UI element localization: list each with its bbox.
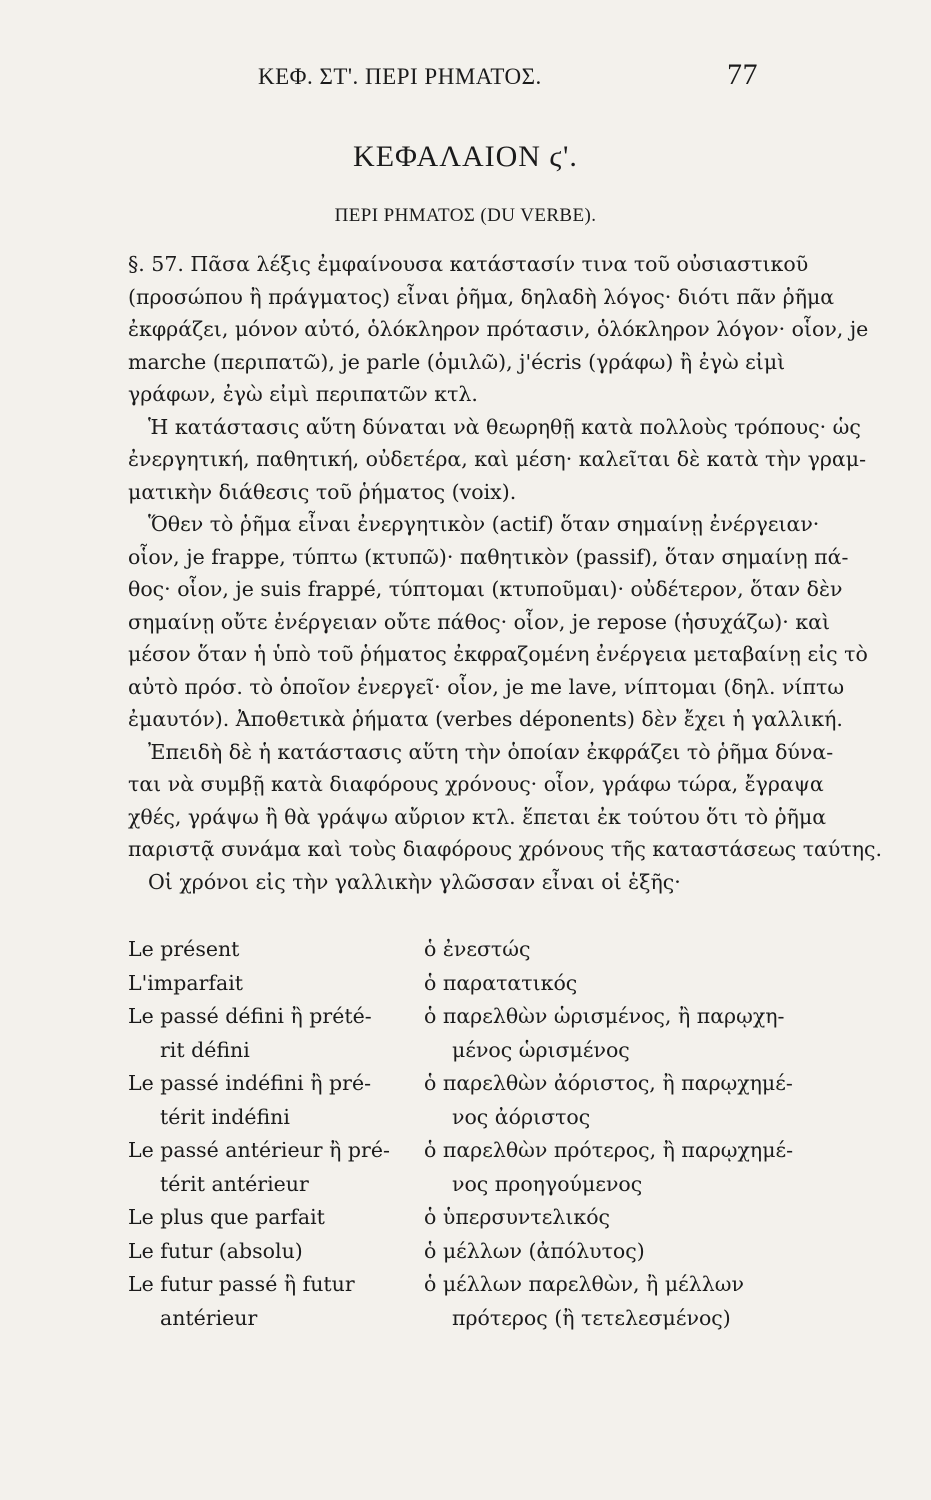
tense-row: [128, 1101, 771, 1135]
text-line: οἷον, je frappe, τύπτω (κτυπῶ)· παθητικὸν (passif), ὅταν σημαίνῃ πά-: [128, 544, 849, 569]
tense-row: [128, 1302, 771, 1336]
tense-french: térit indéfini: [160, 1104, 290, 1129]
section-title: ΠΕΡΙ ΡΗΜΑΤΟΣ (DU VERBE).: [334, 205, 597, 226]
tense-greek: ὁ ὑπερσυντελικός: [424, 1205, 611, 1229]
text-line: marche (περιπατῶ), je parle (ὁμιλῶ), j'écris (γράφω) ἢ ἐγὼ εἰμὶ: [128, 349, 786, 374]
text-line: ἐκφράζει, μόνον αὐτό, ὁλόκληρον πρότασιν, ὁλόκληρον λόγον· οἷον, je: [128, 317, 869, 341]
tense-french: antérieur: [160, 1305, 258, 1330]
tense-french: Le passé antérieur ἢ pré-: [128, 1138, 390, 1162]
text-line: Ὅθεν τὸ ῥῆμα εἶναι ἐνεργητικὸν (actif) ὅταν σημαίνῃ ἐνέργειαν·: [148, 512, 820, 536]
tense-greek: μένος ὡρισμένος: [452, 1037, 630, 1062]
tense-greek: νος ἀόριστος: [452, 1104, 591, 1129]
tense-french: L'imparfait: [128, 970, 243, 995]
tense-row: [128, 1268, 771, 1302]
text-line: ἐνεργητική, παθητική, οὐδετέρα, καὶ μέση· καλεῖται δὲ κατὰ τὴν γραμ-: [128, 447, 866, 471]
tense-french: Le passé défini ἢ prété-: [128, 1004, 372, 1028]
text-line: χθές, γράψω ἢ θὰ γράψω αὔριον κτλ. ἕπεται ἐκ τούτου ὅτι τὸ ῥῆμα: [128, 804, 827, 829]
tense-row: [128, 933, 771, 967]
tense-row: [128, 1000, 785, 1034]
text-line: ματικὴν διάθεσις τοῦ ῥήματος (voix).: [128, 479, 517, 504]
tense-french: Le présent: [128, 937, 240, 961]
text-line: σημαίνῃ οὔτε ἐνέργειαν οὔτε πάθος· οἷον, je repose (ἡσυχάζω)· καὶ: [128, 609, 831, 634]
tense-greek: ὁ παρελθὼν ἀόριστος, ἢ παρῳχημέ-: [424, 1071, 793, 1095]
tense-french: térit antérieur: [160, 1171, 309, 1196]
tense-french: Le futur (absolu): [128, 1238, 303, 1263]
body-text: [128, 248, 882, 898]
tense-row: [128, 1034, 771, 1068]
tense-greek: πρότερος (ἢ τετελεσμένος): [452, 1305, 731, 1330]
running-title: ΚΕΦ. ΣΤ'. ΠΕΡΙ ΡΗΜΑΤΟΣ.: [258, 64, 542, 89]
tense-greek: ὁ παρελθὼν πρότερος, ἢ παρῳχημέ-: [424, 1138, 794, 1162]
text-line: ται νὰ συμβῇ κατὰ διαφόρους χρόνους· οἷον, γράφω τώρα, ἔγραψα: [128, 772, 824, 796]
tense-greek: ὁ μέλλων (ἀπόλυτος): [424, 1238, 645, 1263]
text-line: (προσώπου ἢ πράγματος) εἶναι ῥῆμα, δηλαδὴ λόγος· διότι πᾶν ῥῆμα: [128, 284, 835, 309]
tense-row: [128, 967, 771, 1001]
text-line: Ἡ κατάστασις αὕτη δύναται νὰ θεωρηθῇ κατὰ πολλοὺς τρόπους· ὡς: [148, 414, 861, 439]
text-line: ἐμαυτόν). Ἀποθετικὰ ῥήματα (verbes déponents) δὲν ἔχει ἡ γαλλική.: [128, 707, 843, 731]
text-line: αὐτὸ πρόσ. τὸ ὁποῖον ἐνεργεῖ· οἷον, je me lave, νίπτομαι (δηλ. νίπτω: [128, 674, 845, 699]
tense-list: [128, 933, 794, 1335]
tense-row: [128, 1168, 771, 1202]
text-line: θος· οἷον, je suis frappé, τύπτομαι (κτυποῦμαι)· οὐδέτερον, ὅταν δὲν: [128, 577, 843, 601]
tense-greek: νος προηγούμενος: [452, 1171, 643, 1196]
tense-french: Le futur passé ἢ futur: [128, 1272, 355, 1296]
tense-row: [128, 1235, 771, 1269]
text-line: Ἐπειδὴ δὲ ἡ κατάστασις αὕτη τὴν ὁποίαν ἐκφράζει τὸ ῥῆμα δύνα-: [148, 739, 834, 764]
text-line: παριστᾷ συνάμα καὶ τοὺς διαφόρους χρόνους τῆς καταστάσεως ταύτης.: [128, 837, 882, 861]
tense-french: Le passé indéfini ἢ pré-: [128, 1071, 372, 1095]
tense-row: [128, 1067, 793, 1101]
tense-row: [128, 1201, 771, 1235]
text-line: μέσον ὅταν ἡ ὑπὸ τοῦ ῥήματος ἐκφραζομένη ἐνέργεια μεταβαίνῃ εἰς τὸ: [128, 642, 868, 666]
tense-greek: ὁ ἐνεστώς: [424, 937, 531, 961]
tense-french: Le plus que parfait: [128, 1205, 325, 1229]
tense-row: [128, 1134, 794, 1168]
chapter-title: ΚΕΦΑΛΑΙΟΝ ϛ'.: [353, 140, 578, 173]
text-line: Οἱ χρόνοι εἰς τὴν γαλλικὴν γλῶσσαν εἶναι οἱ ἑξῆς·: [148, 869, 681, 894]
tense-greek: ὁ παρελθὼν ὡρισμένος, ἢ παρῳχη-: [424, 1004, 785, 1028]
text-line: γράφων, ἐγὼ εἰμὶ περιπατῶν κτλ.: [128, 382, 478, 406]
tense-greek: ὁ παρατατικός: [424, 970, 578, 995]
tense-greek: ὁ μέλλων παρελθὼν, ἢ μέλλων: [424, 1272, 744, 1296]
text-line: §. 57. Πᾶσα λέξις ἐμφαίνουσα κατάστασίν τινα τοῦ οὐσιαστικοῦ: [128, 252, 809, 276]
page-number: 77: [727, 58, 758, 91]
tense-french: rit défini: [160, 1037, 250, 1062]
